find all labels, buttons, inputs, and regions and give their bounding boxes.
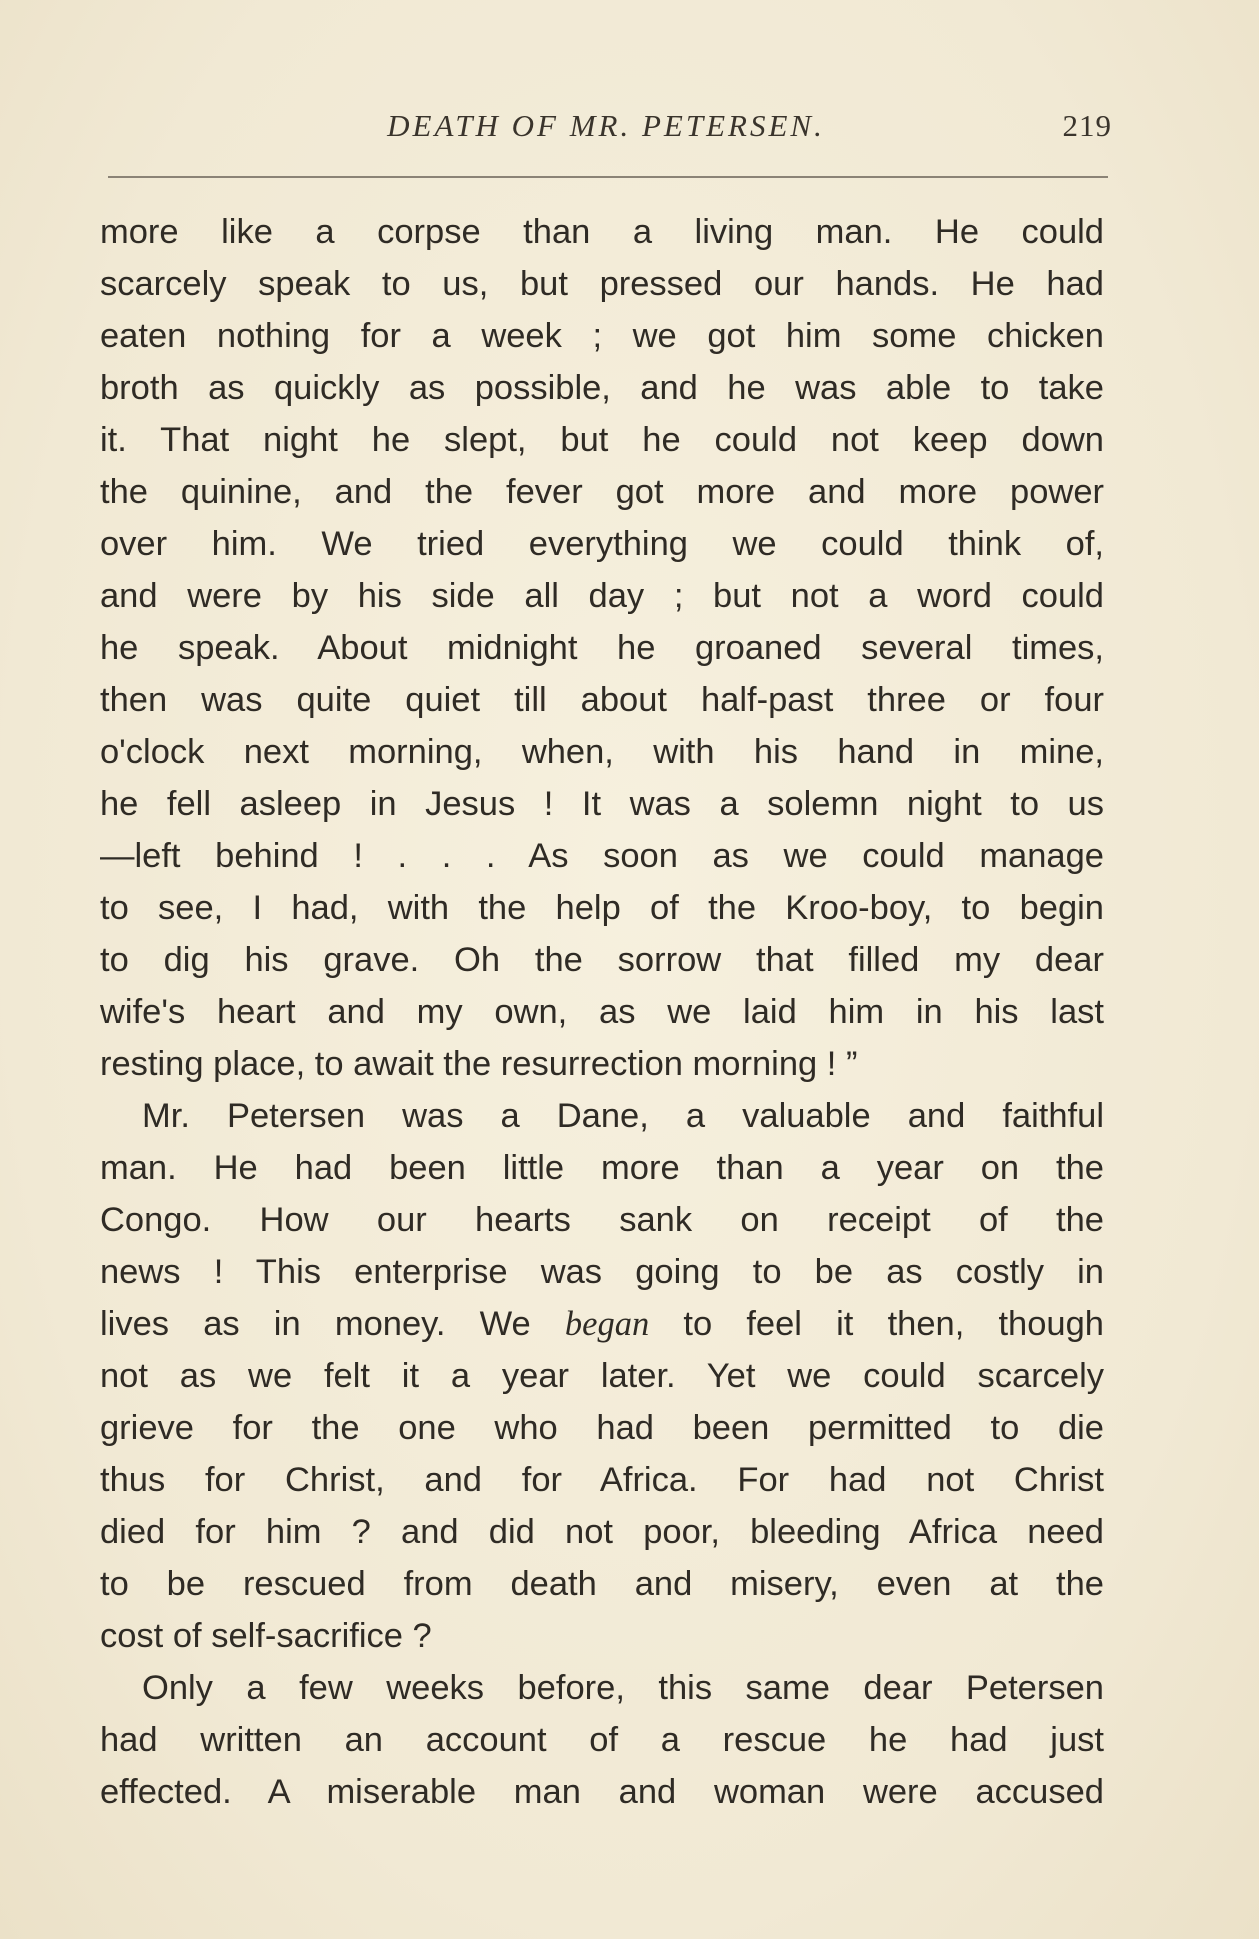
text-line: more like a corpse than a living man. He could	[100, 213, 1104, 251]
text-line: wife's heart and my own, as we laid him in his last	[100, 993, 1104, 1031]
emphasized-word: began	[564, 1305, 650, 1343]
text-line: man. He had been little more than a year on the	[100, 1149, 1104, 1187]
text-line: grieve for the one who had been permitted to die	[100, 1409, 1104, 1447]
text-line: to be rescued from death and misery, even at the	[100, 1565, 1104, 1603]
header-rule	[108, 176, 1108, 178]
text-line: not as we felt it a year later. Yet we could scarcely	[100, 1357, 1104, 1395]
running-head	[100, 108, 1112, 154]
text-line: it. That night he slept, but he could not keep down	[100, 421, 1104, 459]
text-line: news ! This enterprise was going to be as costly in	[100, 1253, 1104, 1291]
text-line: scarcely speak to us, but pressed our hands. He had	[100, 265, 1104, 303]
text-segment: lives as in money. We	[100, 1305, 565, 1343]
text-line: broth as quickly as possible, and he was able to take	[100, 369, 1104, 407]
text-line: cost of self-sacrifice ?	[100, 1617, 432, 1655]
text-line: he fell asleep in Jesus ! It was a solemn night to us	[100, 785, 1104, 823]
text-line-with-emphasis	[100, 1298, 1104, 1350]
text-line: and were by his side all day ; but not a word could	[100, 577, 1104, 615]
text-line: had written an account of a rescue he had just	[100, 1721, 1104, 1759]
text-segment: to feel it then, though	[649, 1305, 1104, 1343]
text-line: Congo. How our hearts sank on receipt of the	[100, 1201, 1104, 1239]
text-line: the quinine, and the fever got more and more power	[100, 473, 1104, 511]
text-line: resting place, to await the resurrection morning ! ”	[100, 1045, 858, 1083]
text-line: Only a few weeks before, this same dear Petersen	[142, 1669, 1104, 1707]
body-text	[100, 206, 1104, 1818]
text-line: —left behind ! . . . As soon as we could manage	[100, 837, 1104, 875]
text-line: Mr. Petersen was a Dane, a valuable and faithful	[142, 1097, 1104, 1135]
text-line: he speak. About midnight he groaned several times,	[100, 629, 1104, 667]
text-line: over him. We tried everything we could think of,	[100, 525, 1104, 563]
text-line: eaten nothing for a week ; we got him some chicken	[100, 317, 1104, 355]
text-line: o'clock next morning, when, with his hand in mine,	[100, 733, 1104, 771]
text-line: thus for Christ, and for Africa. For had not Christ	[100, 1461, 1104, 1499]
text-line: died for him ? and did not poor, bleeding Africa need	[100, 1513, 1104, 1551]
chapter-title: DEATH OF MR. PETERSEN.	[387, 108, 825, 143]
text-line: then was quite quiet till about half-past three or four	[100, 681, 1104, 719]
text-line: effected. A miserable man and woman were accused	[100, 1773, 1104, 1811]
text-line: to see, I had, with the help of the Kroo-boy, to begin	[100, 889, 1104, 927]
text-line: to dig his grave. Oh the sorrow that filled my dear	[100, 941, 1104, 979]
page-number: 219	[1062, 108, 1112, 143]
